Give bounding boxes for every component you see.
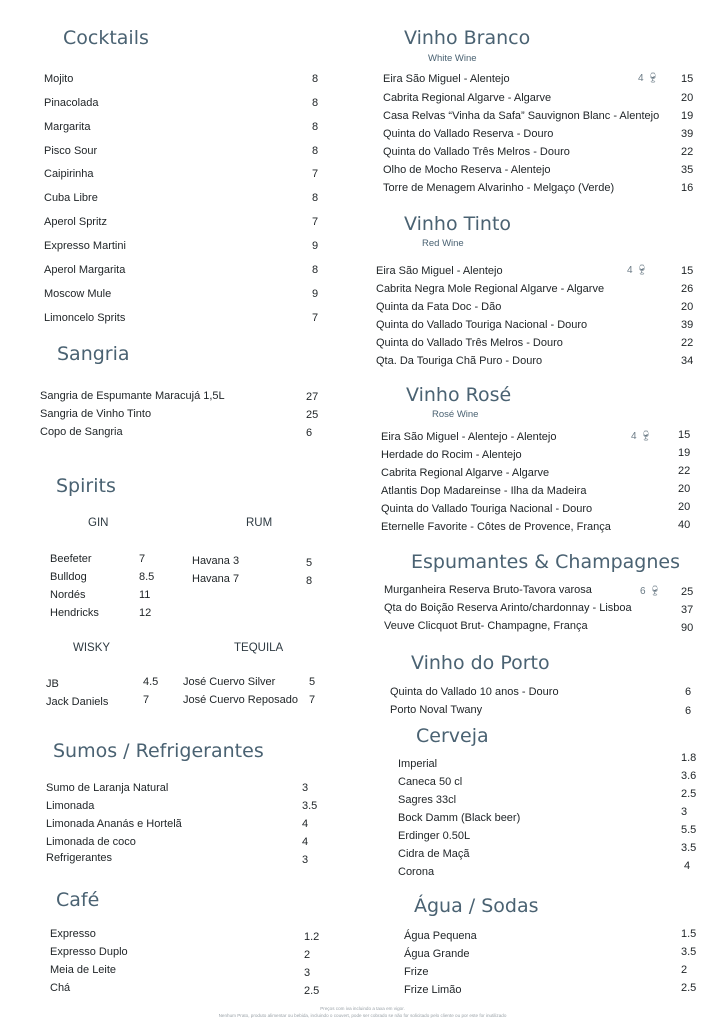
menu-item-name: Limoncelo Sprits [44, 312, 126, 324]
glass-price [638, 73, 659, 84]
menu-item-price: 9 [312, 288, 319, 300]
espumantes-title: Espumantes & Champagnes [411, 551, 680, 573]
wine-glass-icon: 🍷︎ [635, 265, 649, 276]
menu-item-price: 1.2 [304, 931, 320, 943]
menu-item-name: Erdinger 0.50L [398, 830, 471, 842]
gin-label: GIN [88, 517, 109, 529]
menu-item-price: 7 [139, 553, 146, 565]
menu-item-name: Limonada Ananás e Hortelã [46, 818, 182, 830]
menu-item-name: Havana 3 [192, 555, 240, 567]
cocktails-title: Cocktails [63, 27, 149, 49]
menu-item-name: Hendricks [50, 607, 99, 619]
glass-price [640, 586, 661, 597]
menu-item-price: 3.6 [681, 770, 697, 782]
menu-item-name: Frize [404, 966, 429, 978]
menu-item-name: Qta do Boição Reserva Arinto/chardonnay - Lisboa [384, 602, 632, 614]
menu-item-price: 3.5 [681, 946, 697, 958]
menu-item-name: Margarita [44, 121, 91, 133]
menu-item-price: 35 [681, 164, 694, 176]
menu-item-price: 4 [302, 818, 309, 830]
menu-item-price: 4.5 [143, 676, 159, 688]
vinho-rose-title: Vinho Rosé [406, 384, 512, 406]
menu-item-name: Casa Relvas “Vinha da Safa” Sauvignon Blanc - Alentejo [383, 110, 660, 122]
menu-item-price: 9 [312, 240, 319, 252]
menu-item-name: Eira São Miguel - Alentejo [383, 73, 510, 85]
menu-item-price: 8.5 [139, 571, 155, 583]
menu-item-price: 8 [312, 264, 319, 276]
menu-item-price: 3.5 [681, 842, 697, 854]
menu-item-price: 25 [306, 409, 319, 421]
menu-item-name: Mojito [44, 73, 74, 85]
footer-vat-note: Preços com iva incluindo a taxa em vigor. [320, 1006, 405, 1011]
menu-item-price: 8 [312, 97, 319, 109]
menu-item-name: Bock Damm (Black beer) [398, 812, 521, 824]
menu-item-price: 19 [678, 447, 691, 459]
menu-item-name: Limonada de coco [46, 836, 136, 848]
footer-legal-note: Nenhum Prato, produto alimentar ou bebida, incluindo o couvert, pode ser cobrado se não for solicitado pelo cliente ou por este for inutilizado [218, 1013, 507, 1018]
vinho-tinto-title: Vinho Tinto [404, 213, 512, 235]
menu-item-price: 22 [681, 337, 694, 349]
menu-item-name: Cabrita Regional Algarve - Algarve [381, 467, 550, 479]
menu-item-name: Quinta do Vallado 10 anos - Douro [390, 686, 559, 698]
menu-item-price: 3 [681, 806, 688, 818]
menu-item-name: Olho de Mocho Reserva - Alentejo [383, 164, 551, 176]
menu-item-price: 3 [302, 782, 309, 794]
menu-item-name: Havana 7 [192, 573, 240, 585]
menu-item-name: Expresso Duplo [50, 946, 128, 958]
menu-item-price: 2 [304, 949, 311, 961]
menu-item-price: 20 [678, 501, 691, 513]
menu-item-name: Cidra de Maçã [398, 848, 470, 860]
menu-item-price: 2.5 [304, 985, 320, 997]
menu-item-name: Refrigerantes [46, 852, 113, 864]
menu-item-price: 8 [306, 575, 313, 587]
glass-price-value: 4 [631, 431, 637, 442]
glass-price [627, 265, 648, 276]
menu-item-price: 8 [312, 145, 319, 157]
menu-item-price: 40 [678, 519, 691, 531]
tequila-label: TEQUILA [234, 642, 284, 654]
menu-item-price: 5 [306, 557, 313, 569]
menu-item-name: Jack Daniels [46, 696, 109, 708]
menu-item-price: 11 [139, 589, 151, 601]
menu-item-price: 20 [681, 301, 694, 313]
menu-item-price: 8 [312, 73, 319, 85]
menu-item-name: José Cuervo Silver [183, 676, 276, 688]
menu-item-name: Quinta do Vallado Touriga Nacional - Douro [376, 319, 588, 331]
menu-item-name: Moscow Mule [44, 288, 112, 300]
menu-item-name: Murganheira Reserva Bruto-Tavora varosa [384, 584, 592, 596]
wine-glass-icon: 🍷︎ [648, 586, 662, 597]
menu-item-price: 2.5 [681, 982, 697, 994]
menu-item-name: Expresso Martini [44, 240, 126, 252]
menu-item-name: Nordés [50, 589, 86, 601]
menu-item-name: Aperol Spritz [44, 216, 107, 228]
porto-title: Vinho do Porto [411, 652, 550, 674]
menu-item-price: 39 [681, 128, 694, 140]
menu-item-price: 39 [681, 319, 694, 331]
menu-item-name: Bulldog [50, 571, 87, 583]
menu-item-name: José Cuervo Reposado [183, 694, 298, 706]
menu-item-name: Frize Limão [404, 984, 462, 996]
menu-item-price: 7 [312, 168, 319, 180]
menu-item-price: 1.5 [681, 928, 697, 940]
cafe-title: Café [56, 889, 100, 911]
menu-item-name: Herdade do Rocim - Alentejo [381, 449, 522, 461]
menu-item-price: 20 [678, 483, 691, 495]
menu-item-name: Água Grande [404, 948, 470, 960]
menu-item-price: 19 [681, 110, 694, 122]
menu-item-price: 6 [685, 686, 692, 698]
menu-item-price: 4 [684, 860, 691, 872]
menu-item-price: 2.5 [681, 788, 697, 800]
menu-item-name: Sangria de Espumante Maracujá 1,5L [40, 390, 225, 402]
menu-item-price: 20 [681, 92, 694, 104]
menu-item-price: 7 [309, 694, 316, 706]
vinho-branco-subtitle: White Wine [428, 53, 477, 64]
menu-item-name: Copo de Sangria [40, 426, 123, 438]
menu-item-price: 1.8 [681, 752, 697, 764]
menu-item-name: Cuba Libre [44, 192, 98, 204]
menu-item-name: Qta. Da Touriga Chã Puro - Douro [376, 355, 543, 367]
menu-item-price: 3 [302, 854, 309, 866]
menu-item-price: 6 [306, 427, 313, 439]
menu-item-name: Meia de Leite [50, 964, 117, 976]
menu-item-name: Pisco Sour [44, 145, 98, 157]
cerveja-title: Cerveja [416, 725, 489, 747]
menu-item-name: Atlantis Dop Madareinse - Ilha da Madeira [381, 485, 587, 497]
menu-item-name: Pinacolada [44, 97, 99, 109]
menu-item-name: Porto Noval Twany [390, 704, 483, 716]
menu-item-price: 15 [681, 265, 694, 277]
vinho-tinto-subtitle: Red Wine [422, 238, 464, 249]
menu-item-price: 22 [678, 465, 691, 477]
menu-item-price: 27 [306, 391, 319, 403]
menu-item-price: 37 [681, 604, 694, 616]
menu-item-name: Cabrita Regional Algarve - Algarve [383, 92, 552, 104]
menu-item-name: Expresso [50, 928, 96, 940]
menu-item-price: 6 [685, 705, 692, 717]
menu-item-price: 12 [139, 607, 152, 619]
menu-item-name: Beefeter [50, 553, 92, 565]
menu-item-price: 8 [312, 192, 319, 204]
menu-item-name: Sangria de Vinho Tinto [40, 408, 152, 420]
menu-item-name: Quinta do Vallado Três Melros - Douro [383, 146, 570, 158]
menu-item-price: 15 [678, 429, 691, 441]
menu-item-name: Eira São Miguel - Alentejo [376, 265, 503, 277]
sumos-title: Sumos / Refrigerantes [53, 740, 264, 762]
menu-item-name: Sumo de Laranja Natural [46, 782, 169, 794]
menu-item-name: Eternelle Favorite - Côtes de Provence, França [381, 521, 611, 533]
menu-item-name: Água Pequena [404, 930, 477, 942]
menu-item-name: Aperol Margarita [44, 264, 126, 276]
spirits-title: Spirits [56, 475, 116, 497]
menu-item-name: JB [46, 678, 59, 690]
menu-item-name: Corona [398, 866, 435, 878]
menu-item-price: 5 [309, 676, 316, 688]
menu-item-name: Quinta da Fata Doc - Dão [376, 301, 502, 313]
menu-item-price: 7 [312, 216, 319, 228]
glass-price-value: 4 [627, 265, 633, 276]
menu-item-name: Eira São Miguel - Alentejo - Alentejo [381, 431, 557, 443]
menu-item-price: 22 [681, 146, 694, 158]
menu-item-name: Chá [50, 982, 71, 994]
rum-label: RUM [246, 517, 273, 529]
menu-item-price: 7 [312, 312, 319, 324]
menu-item-price: 16 [681, 182, 694, 194]
menu-item-name: Quinta do Vallado Reserva - Douro [383, 128, 554, 140]
menu-item-price: 5.5 [681, 824, 697, 836]
wine-glass-icon: 🍷︎ [639, 431, 653, 442]
vinho-branco-title: Vinho Branco [404, 27, 531, 49]
glass-price [631, 431, 652, 442]
sangria-title: Sangria [57, 343, 130, 365]
menu-item-name: Caipirinha [44, 168, 94, 180]
menu-item-name: Imperial [398, 758, 438, 770]
menu-item-price: 8 [312, 121, 319, 133]
menu-item-name: Torre de Menagem Alvarinho - Melgaço (Verde) [383, 182, 615, 194]
glass-price-value: 6 [640, 586, 646, 597]
menu-item-name: Cabrita Negra Mole Regional Algarve - Algarve [376, 283, 605, 295]
menu-item-price: 2 [681, 964, 688, 976]
glass-price-value: 4 [638, 73, 644, 84]
menu-item-price: 15 [681, 73, 694, 85]
menu-item-price: 34 [681, 355, 694, 367]
menu-item-name: Caneca 50 cl [398, 776, 463, 788]
menu-item-name: Quinta do Vallado Touriga Nacional - Douro [381, 503, 593, 515]
vinho-rose-subtitle: Rosé Wine [432, 409, 479, 420]
menu-item-price: 3.5 [302, 800, 318, 812]
menu-item-price: 7 [143, 694, 150, 706]
menu-item-name: Sagres 33cl [398, 794, 457, 806]
wisky-label: WISKY [73, 642, 111, 654]
menu-item-name: Veuve Clicquot Brut- Champagne, França [384, 620, 588, 632]
agua-title: Água / Sodas [414, 895, 539, 917]
menu-item-price: 3 [304, 967, 311, 979]
menu-item-price: 25 [681, 586, 694, 598]
menu-item-name: Quinta do Vallado Três Melros - Douro [376, 337, 563, 349]
menu-item-name: Limonada [46, 800, 95, 812]
wine-glass-icon: 🍷︎ [646, 73, 660, 84]
menu-item-price: 4 [302, 836, 309, 848]
menu-item-price: 26 [681, 283, 694, 295]
menu-item-price: 90 [681, 622, 694, 634]
